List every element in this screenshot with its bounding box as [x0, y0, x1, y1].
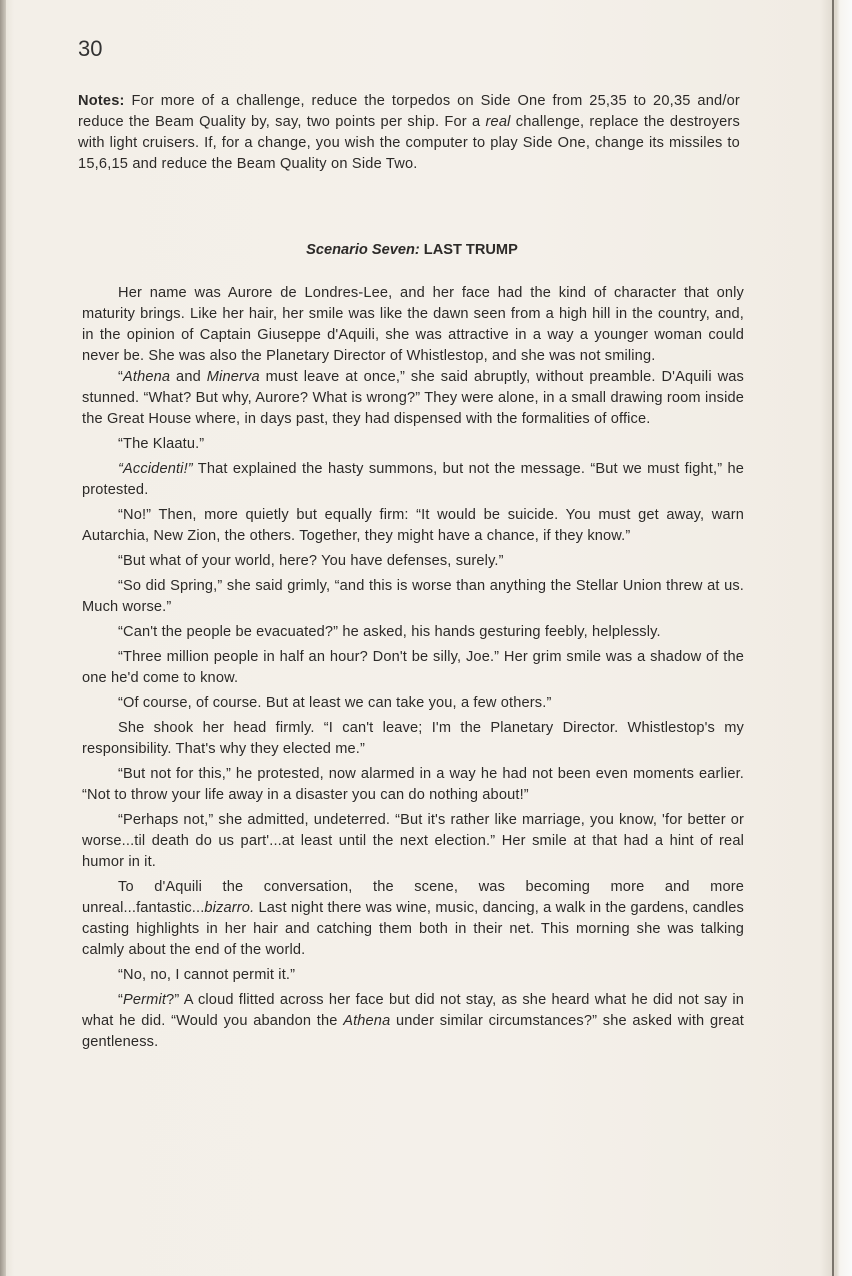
story-paragraph: “But not for this,” he protested, now alarmed in a way he had not been even moments earlier. “Not to throw your life away in a disaster you can do nothing about!” [82, 766, 744, 803]
scenario-name: LAST TRUMP [419, 242, 518, 258]
story-paragraph: “Permit?” A cloud flitted across her face but did not stay, as she heard what he did not say in what he did. “Would you abandon the Athena under similar circumstances?” she asked with great gentleness. [82, 992, 744, 1050]
story-paragraph: “Athena and Minerva must leave at once,” she said abruptly, without preamble. D'Aquili was stunned. “What? But why, Aurore? What is wrong?” They were alone, in a small drawing room inside the Great House where, in days past, they had dispensed with the formalities of office. [82, 369, 744, 427]
scenario-title [78, 242, 746, 258]
story-paragraph: “Can't the people be evacuated?” he asked, his hands gesturing feebly, helplessly. [118, 624, 661, 640]
page-binding [0, 0, 6, 1276]
story-paragraph: “The Klaatu.” [118, 436, 205, 452]
story-paragraph: Her name was Aurore de Londres-Lee, and her face had the kind of character that only maturity brings. Like her hair, her smile was like the dawn seen from a high hill in the country, and, in the opinion of Captain Giuseppe d'Aquili, she was attractive in a way a younger woman could never be. She was also the Planetary Director of Whistlestop, and she was not smiling. [82, 285, 744, 364]
story-paragraph: “Three million people in half an hour? Don't be silly, Joe.” Her grim smile was a shadow of the one he'd come to know. [82, 649, 744, 686]
story-paragraph: “Accidenti!” That explained the hasty summons, but not the message. “But we must fight,” he protested. [82, 461, 744, 498]
story-paragraph: “But what of your world, here? You have defenses, surely.” [118, 553, 504, 569]
page-edge [832, 0, 834, 1276]
story-paragraph: To d'Aquili the conversation, the scene, was becoming more and more unreal...fantastic...bizarro. Last night there was wine, music, dancing, a walk in the gardens, candles casting highlights in her hair and catching them both in their net. This morning she was talking calmly about the end of the world. [82, 879, 744, 958]
story-paragraph: “So did Spring,” she said grimly, “and this is worse than anything the Stellar Union threw at us. Much worse.” [82, 578, 744, 615]
story-paragraph: “No!” Then, more quietly but equally firm: “It would be suicide. You must get away, warn Autarchia, New Zion, the others. Together, they might have a chance, if they know.” [82, 507, 744, 544]
story-paragraph: “Of course, of course. But at least we can take you, a few others.” [118, 695, 552, 711]
story-paragraph: “Perhaps not,” she admitted, undeterred. “But it's rather like marriage, you know, 'for better or worse...til death do us part'...at least until the next election.” Her smile at that had a hint of real humor in it. [82, 812, 744, 870]
story-paragraph: “No, no, I cannot permit it.” [118, 967, 296, 983]
page-number: 30 [78, 36, 103, 61]
notes-label: Notes: [78, 93, 125, 109]
scenario-label: Scenario Seven: [306, 242, 420, 258]
notes-paragraph: Notes: For more of a challenge, reduce the torpedos on Side One from 25,35 to 20,35 and/or reduce the Beam Quality by, say, two points per ship. For a real challenge, replace the destroyers with light cruisers. If, for a change, you wish the computer to play Side One, change its missiles to 15,6,15 and reduce the Beam Quality on Side Two. [78, 93, 740, 172]
story-paragraph: She shook her head firmly. “I can't leave; I'm the Planetary Director. Whistlestop's my responsibility. That's why they elected me.” [82, 720, 744, 757]
story-text [82, 283, 744, 1057]
